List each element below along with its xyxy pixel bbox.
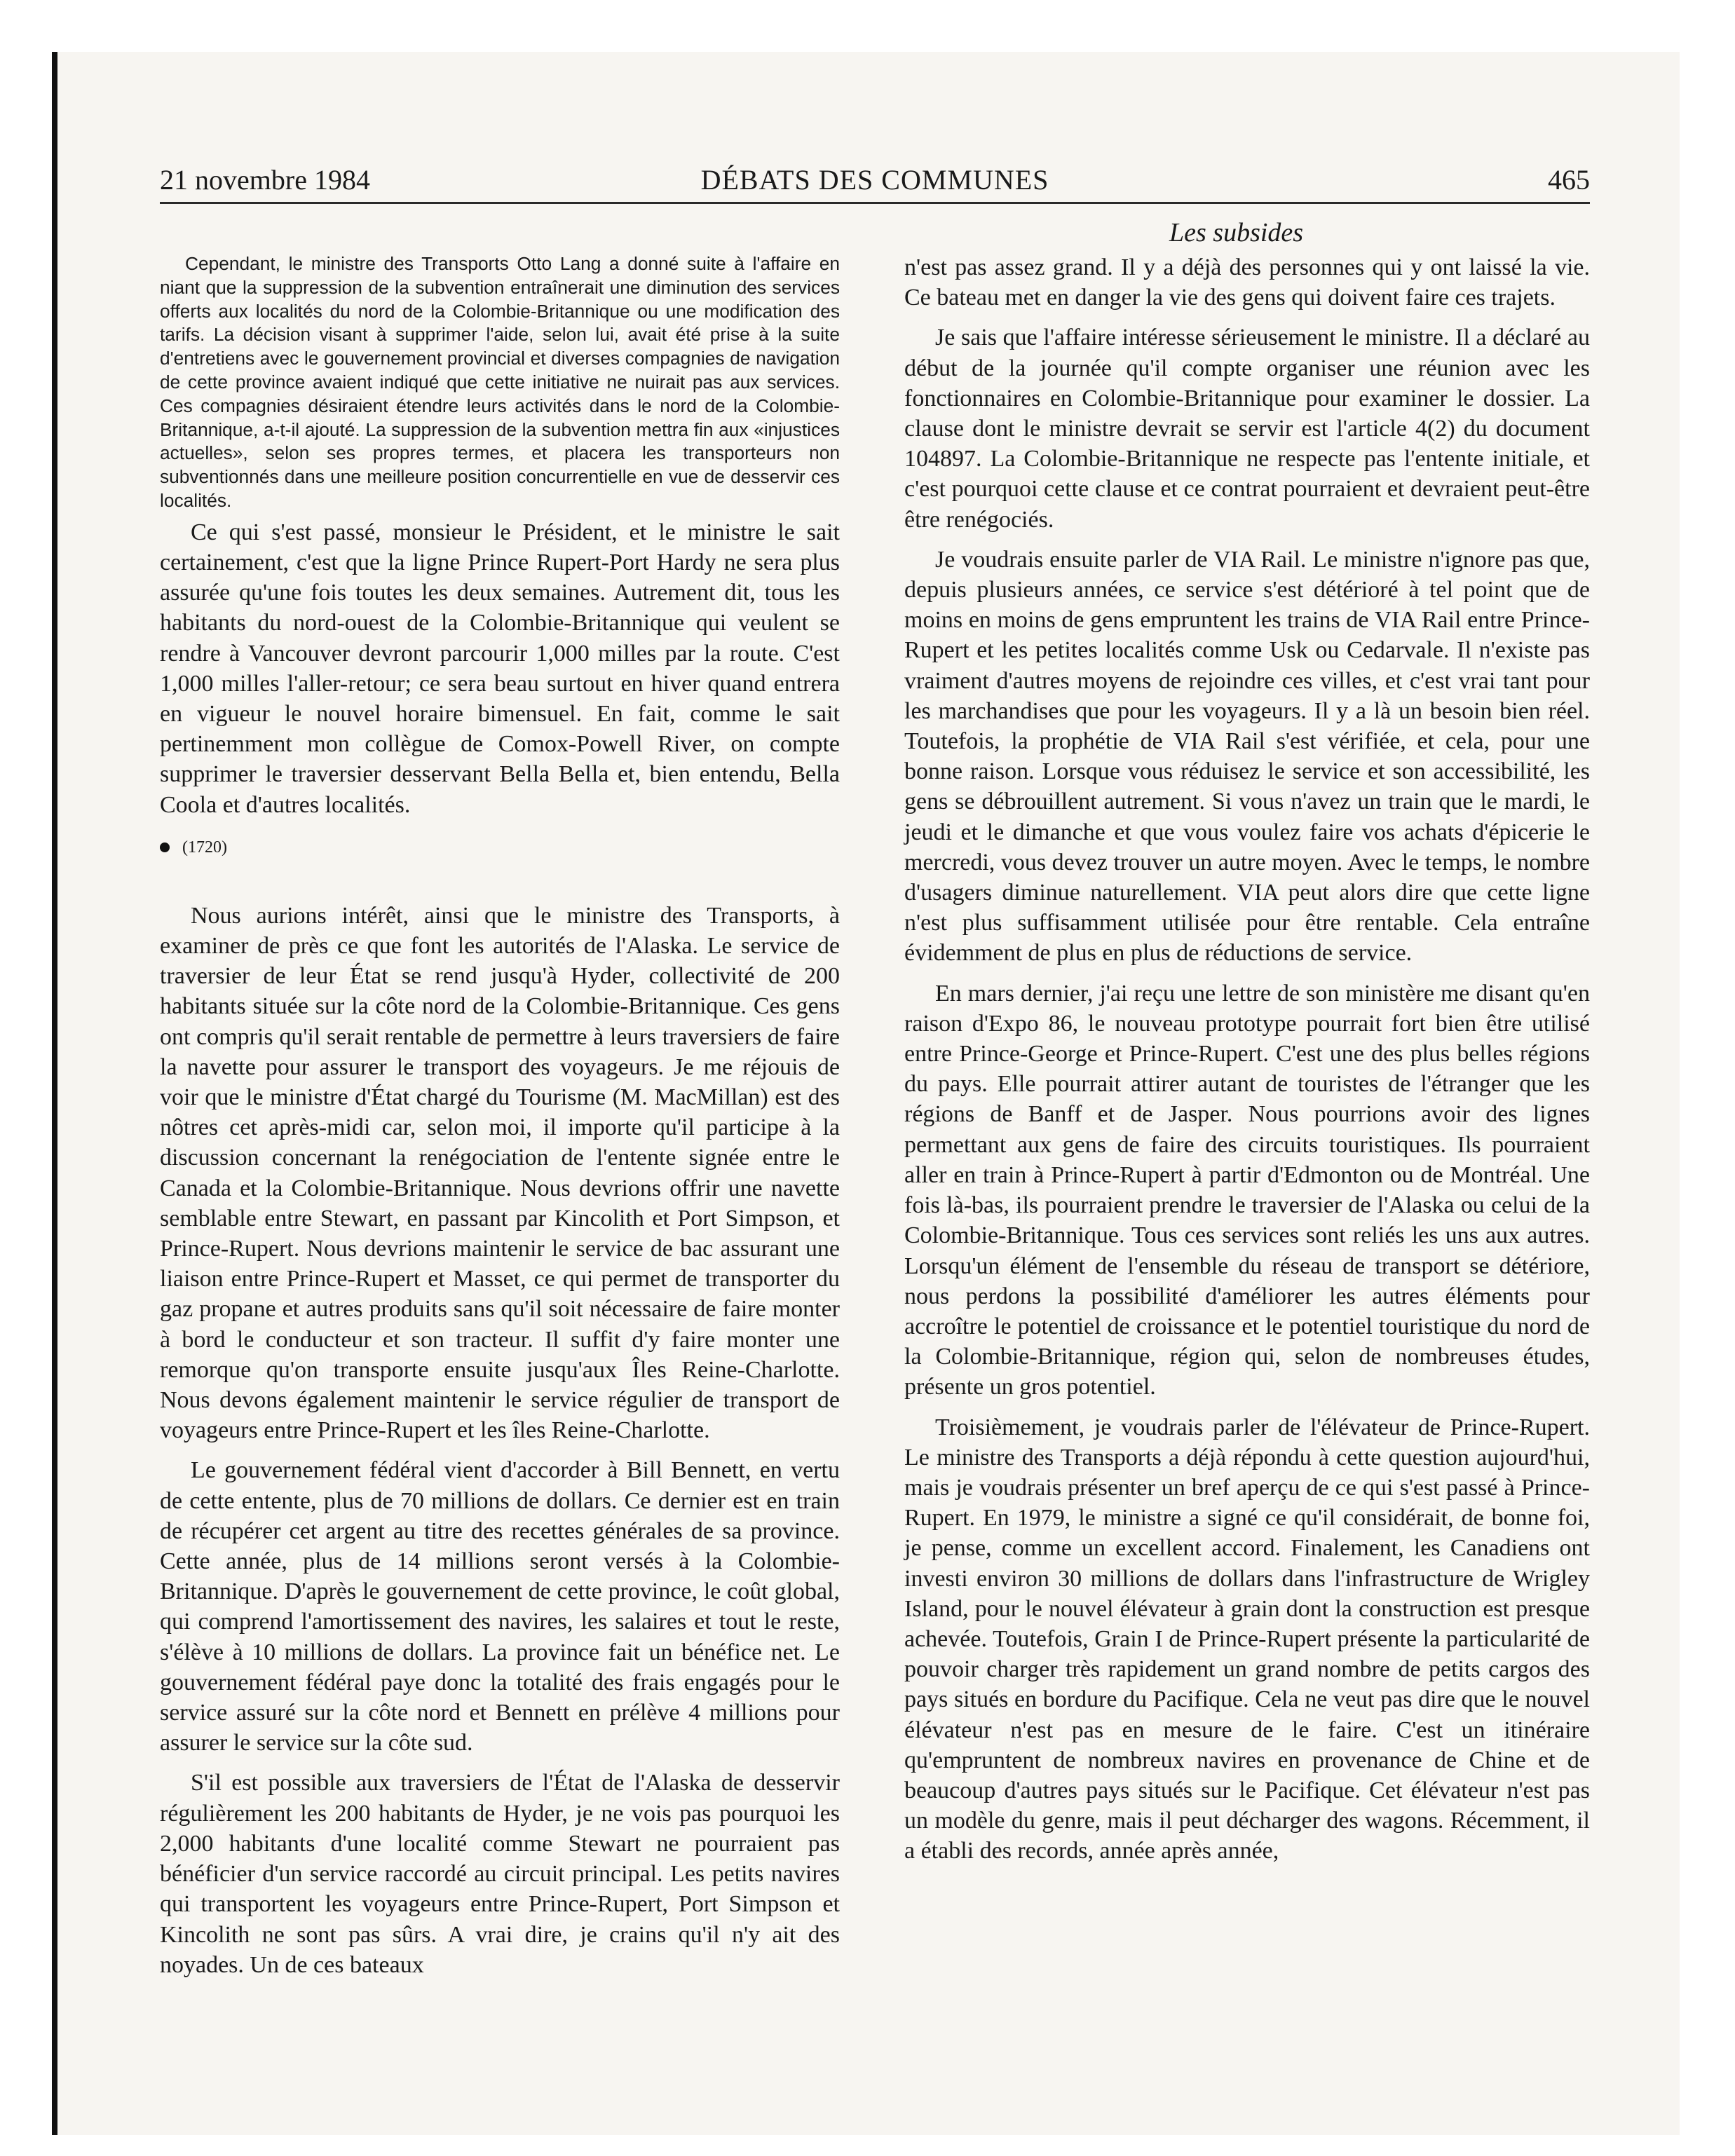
- paragraph: Troisièmement, je voudrais parler de l'élévateur de Prince-Rupert. Le ministre des Transports a déjà répondu à cette question aujourd'hui, mais je voudrais présenter un bref aperçu de ce qui s'est passé à Prince-Rupert. En 1979, le ministre a signé ce qu'il considérait, de bonne foi, je pense, comme un excellent accord. Finalement, les Canadiens ont investi environ 30 millions de dollars dans l'infrastructure de Wrigley Island, pour le nouvel élévateur à grain dont la construction est presque achevée. Toutefois, Grain I de Prince-Rupert présente la particularité de pouvoir charger très rapidement un grand nombre de petits cargos des pays situés en bordure du Pacifique. Cela ne veut pas dire que le nouvel élévateur n'est pas en mesure de le faire. C'est un itinéraire qu'empruntent de nombreux navires en provenance de Chine et de beaucoup d'autres pays situés sur le Pacifique. Cet élévateur n'est pas un modèle du genre, mais il peut décharger des wagons. Récemment, il a établi des records, année après année,: [904, 1414, 1590, 1864]
- time-marker-label: (1720): [182, 838, 227, 857]
- time-marker: [160, 838, 840, 857]
- paragraph: S'il est possible aux traversiers de l'État de l'Alaska de desservir régulièrement les 200 habitants de Hyder, je ne vois pas pourquoi les 2,000 habitants d'une localité comme Stewart ne pourraient pas bénéficier d'un service raccordé au circuit principal. Les petits navires qui transportent les voyageurs entre Prince-Rupert, Port Simpson et Kincolith ne sont pas sûrs. A vrai dire, je crains qu'il n'y ait des noyades. Un de ces bateaux: [160, 1770, 840, 1978]
- page-number: 465: [1548, 164, 1590, 196]
- bullet-icon: [160, 842, 170, 852]
- scan-border: [52, 52, 57, 2135]
- paragraph: Le gouvernement fédéral vient d'accorder à Bill Bennett, en vertu de cette entente, plus de 70 millions de dollars. Ce dernier est en train de récupérer cet argent au titre des recettes générales de sa province. Cette année, plus de 14 millions seront versés à la Colombie-Britannique. D'après le gouvernement de cette province, le coût global, qui comprend l'amortissement des navires, les salaires et tout le reste, s'élève à 10 millions de dollars. La province fait un bénéfice net. Le gouvernement fédéral paye donc la totalité des frais engagés pour le service assuré sur la côte nord et Bennett en prélève 4 millions pour assurer le service sur la côte sud.: [160, 1457, 840, 1756]
- paragraph: En mars dernier, j'ai reçu une lettre de son ministère me disant qu'en raison d'Expo 86, le nouveau prototype pourrait fort bien être utilisé entre Prince-George et Prince-Rupert. C'est une des plus belles régions du pays. Elle pourrait attirer autant de touristes de l'étranger que les régions de Banff et de Jasper. Nous pourrions avoir des lignes permettant aux gens de faire des circuits touristiques. Ils pourraient aller en train à Prince-Rupert à partir d'Edmonton ou de Montréal. Une fois là-bas, ils pourraient prendre le traversier de l'Alaska ou celui de la Colombie-Britannique. Tous ces services sont reliés les uns aux autres. Lorsqu'un élément de l'ensemble du réseau de transport se détériore, nous perdons la possibilité d'améliorer les autres éléments pour accroître le potentiel de croissance et le potentiel touristique du nord de la Colombie-Britannique, région qui, selon de nombreuses études, présente un gros potentiel.: [904, 980, 1590, 1400]
- page-header: [160, 160, 1590, 202]
- right-column: [904, 252, 1590, 1876]
- paragraph: Ce qui s'est passé, monsieur le Président, et le ministre le sait certainement, c'est que la ligne Prince Rupert-Port Hardy ne sera plus assurée qu'une fois toutes les deux semaines. Autrement dit, tous les habitants du nord-ouest de la Colombie-Britannique qui veulent se rendre à Vancouver devront parcourir 1,000 milles par la route. C'est 1,000 milles l'aller-retour; ce sera beau surtout en hiver quand entrera en vigueur le nouvel horaire bimensuel. En fait, comme le sait pertinemment mon collègue de Comox-Powell River, on compte supprimer le traversier desservant Bella Bella et, bien entendu, Bella Coola et d'autres localités.: [160, 519, 840, 818]
- header-title: DÉBATS DES COMMUNES: [700, 164, 1049, 196]
- paragraph: n'est pas assez grand. Il y a déjà des personnes qui y ont laissé la vie. Ce bateau met en danger la vie des gens qui doivent faire ces trajets.: [904, 254, 1590, 311]
- paragraph: Je voudrais ensuite parler de VIA Rail. Le ministre n'ignore pas que, depuis plusieurs années, ce service s'est détérioré à tel point que de moins en moins de gens empruntent les trains de VIA Rail entre Prince-Rupert et les petites localités comme Usk ou Cedarvale. Il n'existe pas vraiment d'autres moyens de rejoindre ces villes, et c'est vrai tant pour les marchandises que pour les voyageurs. Il y a là un besoin bien réel. Toutefois, la prophétie de VIA Rail s'est vérifiée, et cela, pour une bonne raison. Lorsque vous réduisez le service et son accessibilité, les gens se débrouillent autrement. Si vous n'avez un train que le mardi, le jeudi et le dimanche et que vous voulez faire vos achats d'épicerie le mercredi, vous devez trouver un autre moyen. Avec le temps, le nombre d'usagers diminue naturellement. VIA peut alors dire que cette ligne n'est plus suffisamment utilisée pour être rentable. Cela entraîne évidemment de plus en plus de réductions de service.: [904, 546, 1590, 967]
- subsection-heading: Les subsides: [1169, 218, 1304, 247]
- paragraph: Nous aurions intérêt, ainsi que le ministre des Transports, à examiner de près ce que font les autorités de l'Alaska. Le service de traversier de leur État se rend jusqu'à Hyder, collectivité de 200 habitants située sur la côte nord de la Colombie-Britannique. Ces gens ont compris qu'il serait rentable de permettre à leurs traversiers de faire la navette pour assurer le transport des voyageurs. Je me réjouis de voir que le ministre d'État chargé du Tourisme (M. MacMillan) est des nôtres cet après-midi car, selon moi, il importe qu'il participe à la discussion concernant la renégociation de l'entente signée entre le Canada et la Colombie-Britannique. Nous devrions offrir une navette semblable entre Stewart, en passant par Kincolith et Port Simpson, et Prince-Rupert. Nous devrions maintenir le service de bac assurant une liaison entre Prince-Rupert et Masset, ce qui permet de transporter du gaz propane et autres produits sans qu'il soit nécessaire de faire monter à bord le conducteur et son tracteur. Il suffit d'y faire monter une remorque qu'on transporte ensuite jusqu'aux Îles Reine-Charlotte. Nous devons également maintenir le service régulier de transport de voyageurs entre Prince-Rupert et les îles Reine-Charlotte.: [160, 902, 840, 1444]
- header-rule: [160, 202, 1590, 204]
- paragraph: Je sais que l'affaire intéresse sérieusement le ministre. Il a déclaré au début de la journée qu'il compte organiser une réunion avec les fonctionnaires en Colombie-Britannique pour examiner le dossier. La clause dont le ministre devrait se servir est l'article 4(2) du document 104897. La Colombie-Britannique ne respecte pas l'entente initiale, et c'est pourquoi cette clause et ce contrat pourraient et devraient peut-être être renégociés.: [904, 325, 1590, 533]
- header-date: 21 novembre 1984: [160, 164, 370, 196]
- quoted-passage: Cependant, le ministre des Transports Otto Lang a donné suite à l'affaire en niant que la suppression de la subvention entraînerait une diminution des services offerts aux localités du nord de la Colombie-Britannique ou une modification des tarifs. La décision visant à supprimer l'aide, selon lui, avait été prise à la suite d'entretiens avec le gouvernement provincial et diverses compagnies de navigation de cette province avaient indiqué que cette initiative ne nuirait pas aux services. Ces compagnies désiraient étendre leurs activités dans le nord de la Colombie-Britannique, a-t-il ajouté. La suppression de la subvention mettra fin aux «injustices actuelles», selon ses propres termes, et placera les transporteurs non subventionnés dans une meilleure position concurrentielle en vue de desservir ces localités.: [160, 253, 840, 511]
- left-column: [160, 252, 840, 1990]
